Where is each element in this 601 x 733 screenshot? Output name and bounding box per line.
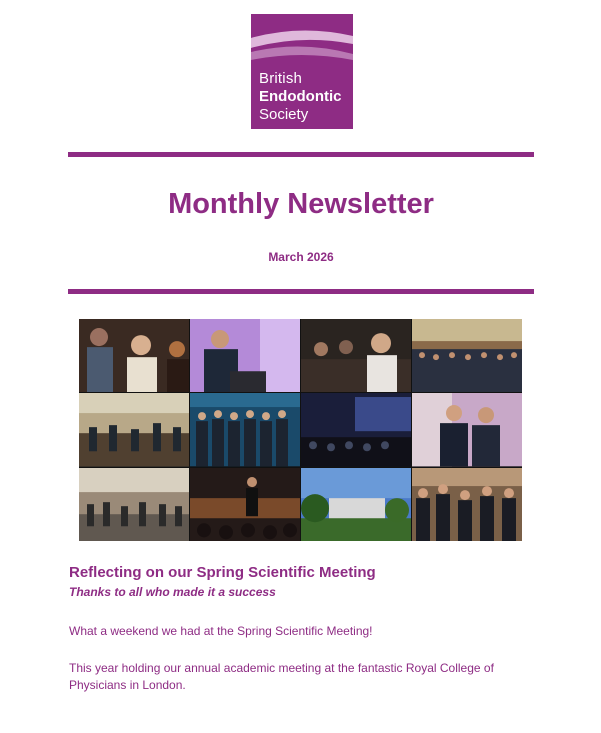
lecture-hall-photo (412, 319, 522, 392)
speaker-on-stage-photo (190, 468, 300, 541)
article-subheadline: Thanks to all who made it a success (69, 585, 276, 599)
article-paragraph-1: What a weekend we had at the Spring Scientific Meeting! (69, 624, 373, 638)
article-headline[interactable]: Reflecting on our Spring Scientific Meeting (69, 564, 376, 581)
speaker-at-podium-photo (190, 319, 300, 392)
exhibition-hall-photo (79, 393, 189, 466)
photo-collage[interactable] (79, 319, 522, 541)
networking-hall-photo (79, 468, 189, 541)
presentation-screen-photo (301, 393, 411, 466)
divider-bottom (68, 289, 534, 294)
audience-seated-photo (301, 319, 411, 392)
article-paragraph-2: This year holding our annual academic meeting at the fantastic Royal College of Physicians in London. (69, 661, 494, 692)
newsletter-title: Monthly Newsletter (168, 188, 434, 220)
society-logo[interactable] (251, 14, 353, 129)
college-building-exterior-photo (301, 468, 411, 541)
logo-line-1: British (259, 70, 303, 87)
group-photo-on-stage (190, 393, 300, 466)
crowd-networking-photo (412, 468, 522, 541)
logo-line-3: Society (259, 106, 309, 123)
audience-conversation-photo (79, 319, 189, 392)
divider-top (68, 152, 534, 157)
logo-line-2: Endodontic (259, 88, 342, 105)
logo-wordmark (259, 70, 342, 124)
newsletter-date: March 2026 (268, 250, 334, 264)
two-men-portrait-photo (412, 393, 522, 466)
